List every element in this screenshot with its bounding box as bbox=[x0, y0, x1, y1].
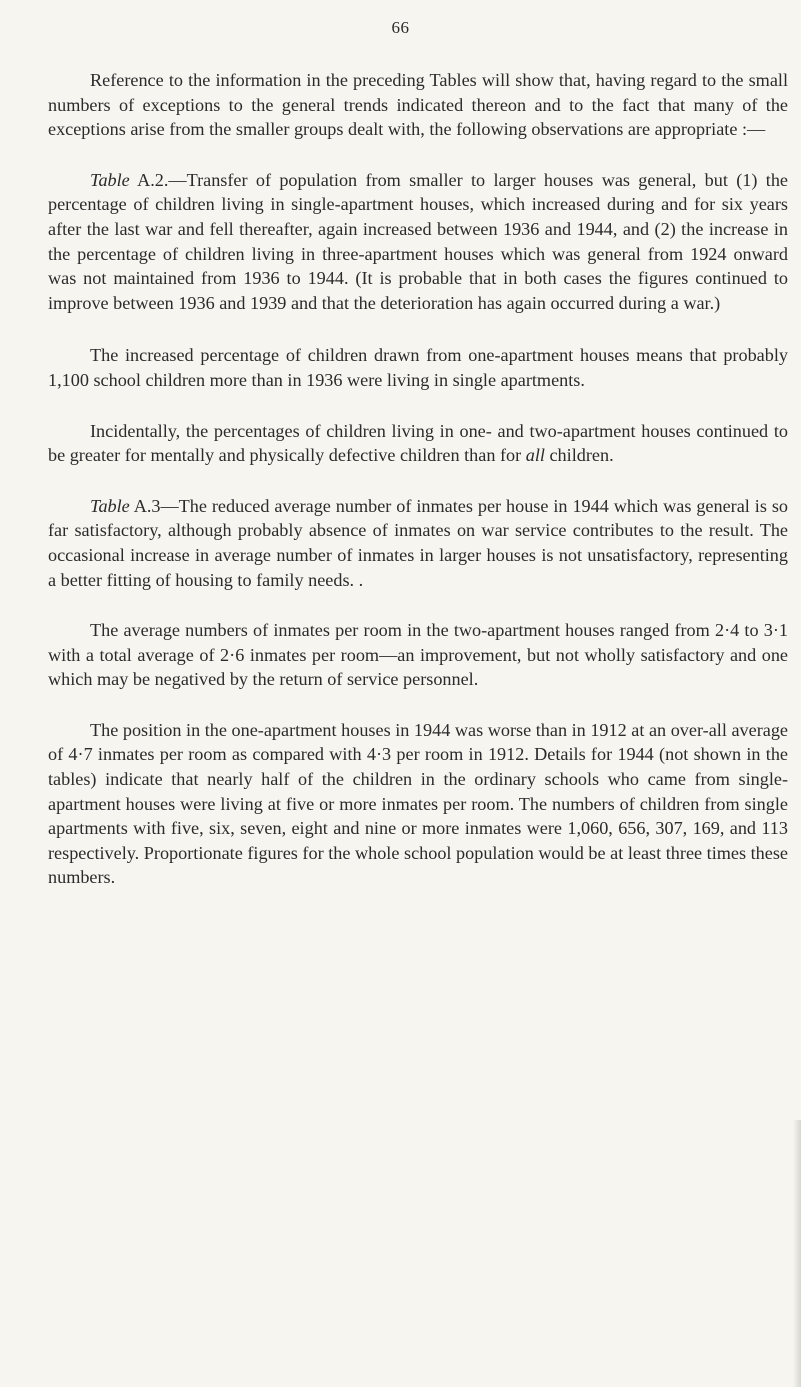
paragraph-table-a2 bbox=[48, 168, 788, 316]
paragraph-intro-text: Reference to the information in the preceding Tables will show that, having regard to the small numbers of exceptions to the general trends indicated thereon and to the fact that many of the exceptions arise from the smaller groups dealt with, the following observations are appropriate :— bbox=[48, 70, 788, 140]
paragraph-intro bbox=[48, 68, 788, 142]
paragraph-incidentally bbox=[48, 419, 788, 468]
paragraph-increased-percentage-text: The increased percentage of children drawn from one-apartment houses means that probably 1,100 school children more than in 1936 were living in single apartments. bbox=[48, 345, 788, 390]
paragraph-table-a2-text: A.2.—Transfer of population from smaller to larger houses was general, but (1) the percentage of children living in single-apartment houses, which increased during and for six years after the last war and fell thereafter, again increased between 1936 and 1944, and (2) the increase in the percentage of children living in three-apartment houses which was general from 1924 onward was not maintained from 1936 to 1944. (It is probable that in both cases the figures continued to improve between 1936 and 1939 and that the deterioration has again occurred during a war.) bbox=[48, 169, 788, 313]
body-text bbox=[48, 68, 788, 913]
table-reference-label: Table bbox=[90, 495, 130, 516]
page-number: 66 bbox=[391, 18, 410, 37]
table-reference-label: Table bbox=[90, 169, 130, 190]
emphasis-all: all bbox=[525, 445, 545, 466]
paragraph-incidentally-text-before: Incidentally, the percentages of children living in one- and two-apartment houses continued to be greater for mentally and physically defective children than for bbox=[48, 420, 788, 466]
paragraph-table-a3-text: A.3—The reduced average number of inmates per house in 1944 which was general is so far satisfactory, although probably absence of inmates on war service contributes to the result. The occasional increase in average number of inmates in larger houses is not unsatisfactory, representing a better fitting of housing to family needs. . bbox=[48, 495, 788, 590]
paragraph-one-apartment-text: The position in the one-apartment houses in 1944 was worse than in 1912 at an over-all average of 4·7 inmates per room as compared with 4·3 per room in 1912. Details for 1944 (not shown in the tables) indicate that nearly half of the children in the ordinary schools who came from single-apartment houses were living at five or more inmates per room. The numbers of children from single apartments with five, six, seven, eight and nine or more inmates were 1,060, 656, 307, 169, and 113 respectively. Proportionate figures for the whole school population would be at least three times these numbers. bbox=[48, 719, 788, 888]
paragraph-table-a3 bbox=[48, 494, 788, 592]
paragraph-one-apartment bbox=[48, 718, 788, 890]
paragraph-incidentally-text-after: children. bbox=[544, 445, 614, 466]
page-edge-shadow bbox=[793, 1120, 801, 1387]
paragraph-increased-percentage bbox=[48, 343, 788, 392]
paragraph-two-apartment-text: The average numbers of inmates per room in the two-apartment houses ranged from 2·4 to 3·1 with a total average of 2·6 inmates per room—an improvement, but not wholly satisfactory and one which may be negatived by the return of service personnel. bbox=[48, 620, 788, 690]
paragraph-two-apartment bbox=[48, 618, 788, 692]
